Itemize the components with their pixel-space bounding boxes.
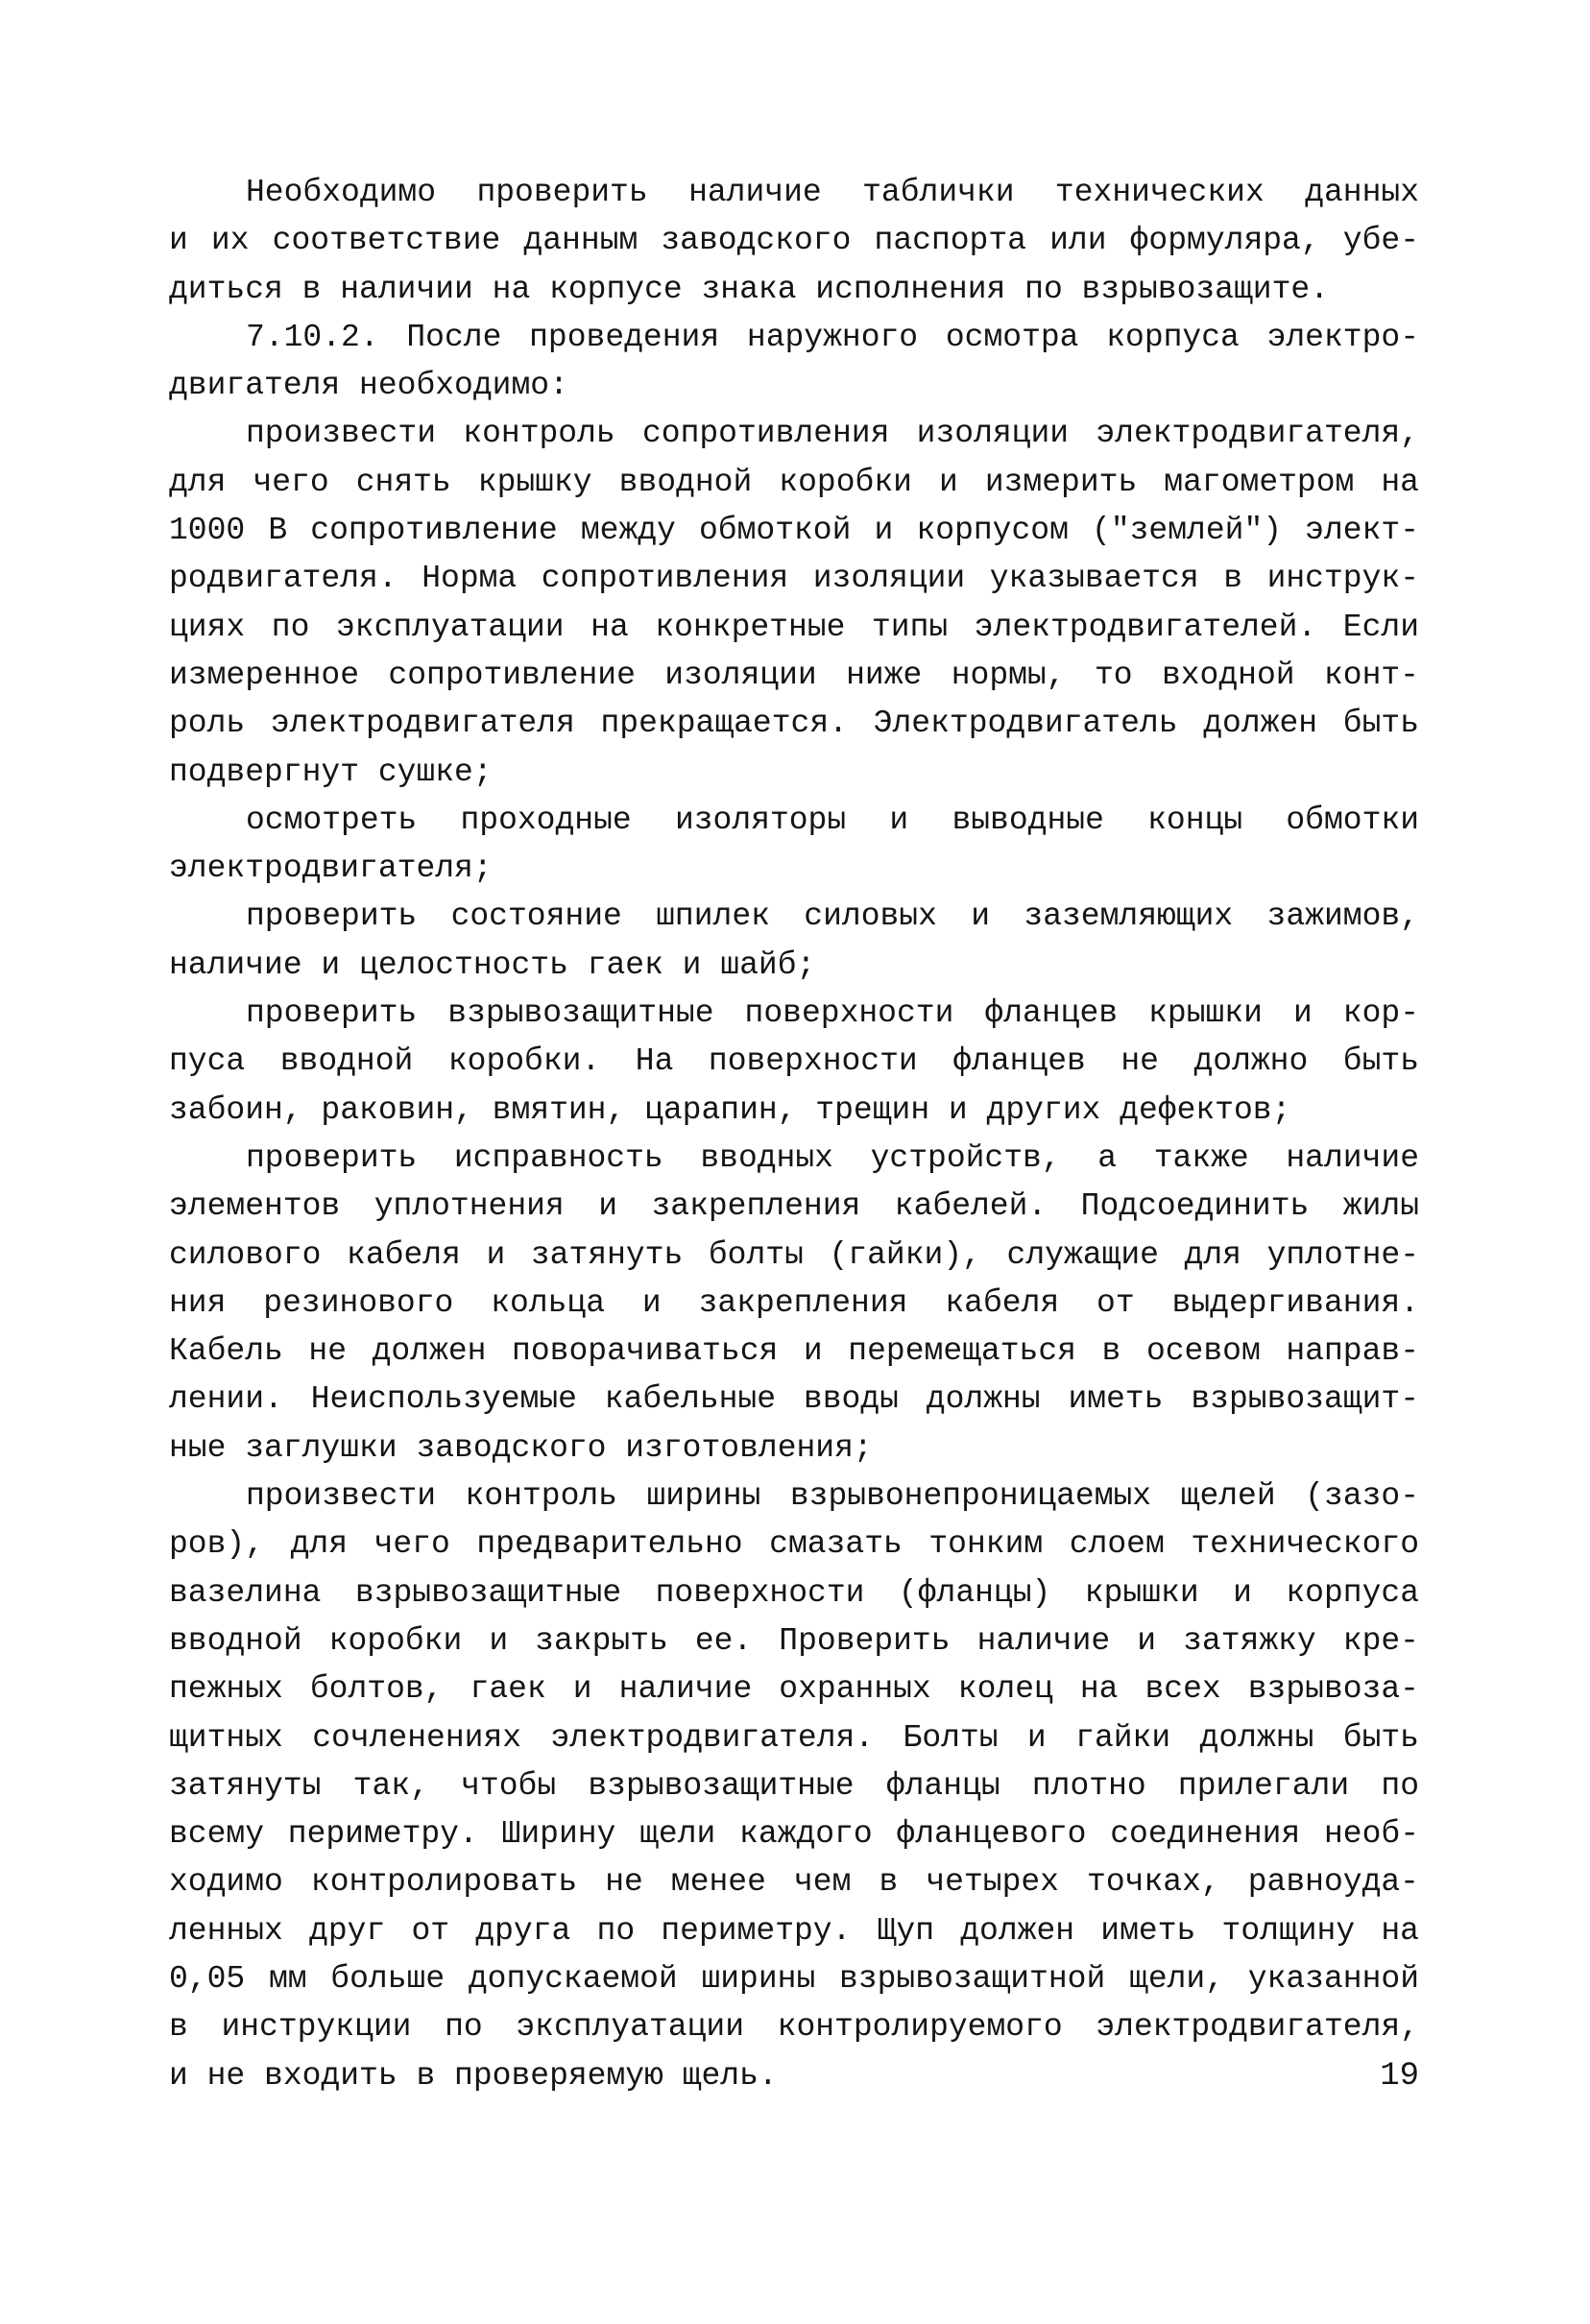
text-line (169, 990, 1419, 1038)
text-line (169, 1183, 1419, 1231)
text-line (169, 1135, 1419, 1183)
text-line (169, 1617, 1419, 1665)
text-line (169, 459, 1419, 507)
text-line (169, 1328, 1419, 1376)
text-line (169, 1232, 1419, 1280)
text-line (169, 845, 1419, 893)
text-line-content: электродвигателя; (169, 851, 493, 887)
text-line-content: циях по эксплуатации на конкретные типы электродвигателей. Если (169, 609, 1419, 645)
text-line-content: и не входить в проверяемую щель. (169, 2057, 778, 2094)
text-line (169, 1810, 1419, 1858)
text-line-content: родвигателя. Норма сопротивления изоляции указывается в инструк- (169, 561, 1419, 597)
text-line (169, 749, 1419, 797)
text-line-content: роль электродвигателя прекращается. Электродвигатель должен быть (169, 706, 1419, 742)
text-line (169, 604, 1419, 652)
text-line-content: 0,05 мм больше допускаемой ширины взрывозащитной щели, указанной (169, 1960, 1419, 1997)
text-line-content: диться в наличии на корпусе знака исполнения по взрывозащите. (169, 271, 1329, 307)
text-line-content: в инструкции по эксплуатации контролируемого электродвигателя, (169, 2009, 1419, 2046)
text-line (169, 314, 1419, 362)
text-line (169, 507, 1419, 555)
text-line (169, 1714, 1419, 1762)
text-line (169, 942, 1419, 990)
text-line-content: 1000 В сопротивление между обмоткой и корпусом ("землей") элект- (169, 513, 1419, 549)
text-line-content: силового кабеля и затянуть болты (гайки), служащие для уплотне- (169, 1236, 1419, 1273)
text-line-content: измеренное сопротивление изоляции ниже нормы, то входной конт- (169, 657, 1419, 693)
text-line (169, 555, 1419, 603)
text-line-content: щитных сочленениях электродвигателя. Болты и гайки должны быть (169, 1719, 1419, 1756)
text-line (169, 217, 1419, 265)
page-number: 19 (1380, 2057, 1419, 2095)
text-line (169, 893, 1419, 941)
text-line-content: затянуты так, чтобы взрывозащитные фланцы плотно прилегали по (169, 1767, 1419, 1804)
text-line-content: двигателя необходимо: (169, 368, 568, 404)
text-line-content: ния резинового кольца и закрепления кабеля от выдергивания. (169, 1284, 1419, 1321)
text-line-content: произвести контроль ширины взрывонепроницаемых щелей (зазо- (246, 1478, 1419, 1515)
text-line (169, 652, 1419, 700)
text-line-content: проверить состояние шпилек силовых и заземляющих зажимов, (246, 898, 1419, 935)
text-line (169, 266, 1419, 314)
text-line-content: ные заглушки заводского изготовления; (169, 1429, 873, 1466)
text-line (169, 1858, 1419, 1906)
text-line-content: произвести контроль сопротивления изоляции электродвигателя, (246, 416, 1419, 452)
text-line (169, 169, 1419, 217)
text-line-content: вводной коробки и закрыть ее. Проверить наличие и затяжку кре- (169, 1622, 1419, 1659)
text-line-content: подвергнут сушке; (169, 754, 493, 790)
text-line (169, 1473, 1419, 1521)
text-line-content: Необходимо проверить наличие таблички технических данных (246, 175, 1419, 210)
text-line-content: осмотреть проходные изоляторы и выводные концы обмотки (246, 802, 1419, 838)
text-line (169, 1955, 1419, 2003)
text-line-content: и их соответствие данным заводского паспорта или формуляра, убе- (169, 223, 1419, 259)
text-line-content: Кабель не должен поворачиваться и перемещаться в осевом направ- (169, 1333, 1419, 1370)
text-line (169, 1569, 1419, 1617)
text-line (169, 1907, 1419, 1955)
text-line-content: пуса вводной коробки. На поверхности фланцев не должно быть (169, 1043, 1419, 1080)
text-line-content: 7.10.2. После проведения наружного осмотра корпуса электро- (246, 319, 1419, 355)
text-line-content: проверить исправность вводных устройств, а также наличие (246, 1139, 1419, 1176)
text-line (169, 1762, 1419, 1810)
text-line-content: для чего снять крышку вводной коробки и измерить магометром на (169, 464, 1419, 500)
text-line (169, 1280, 1419, 1328)
text-line-content: ходимо контролировать не менее чем в четырех точках, равноуда- (169, 1864, 1419, 1901)
text-line (169, 362, 1419, 410)
text-line-content: лении. Неиспользуемые кабельные вводы должны иметь взрывозащит- (169, 1381, 1419, 1418)
text-line-content: забоин, раковин, вмятин, царапин, трещин и других дефектов; (169, 1091, 1291, 1128)
text-line (169, 1376, 1419, 1424)
text-line (169, 700, 1419, 748)
text-line (169, 1425, 1419, 1473)
text-line (169, 2003, 1419, 2051)
text-line (169, 1665, 1419, 1713)
text-line-content: ленных друг от друга по периметру. Щуп должен иметь толщину на (169, 1912, 1419, 1949)
text-line-content: элементов уплотнения и закрепления кабелей. Подсоединить жилы (169, 1188, 1419, 1225)
text-line (169, 410, 1419, 458)
text-line (169, 1521, 1419, 1569)
text-line-content: всему периметру. Ширину щели каждого фланцевого соединения необ- (169, 1816, 1419, 1853)
text-line-content: пежных болтов, гаек и наличие охранных колец на всех взрывоза- (169, 1671, 1419, 1708)
body-text (169, 169, 1419, 2100)
text-line-content: наличие и целостность гаек и шайб; (169, 946, 816, 983)
text-line (169, 2052, 1419, 2100)
text-line-content: ров), для чего предварительно смазать тонким слоем технического (169, 1526, 1419, 1563)
text-line (169, 1038, 1419, 1086)
text-line (169, 797, 1419, 845)
text-line-content: вазелина взрывозащитные поверхности (фланцы) крышки и корпуса (169, 1574, 1419, 1611)
text-line (169, 1087, 1419, 1135)
text-line-content: проверить взрывозащитные поверхности фланцев крышки и кор- (246, 995, 1419, 1032)
